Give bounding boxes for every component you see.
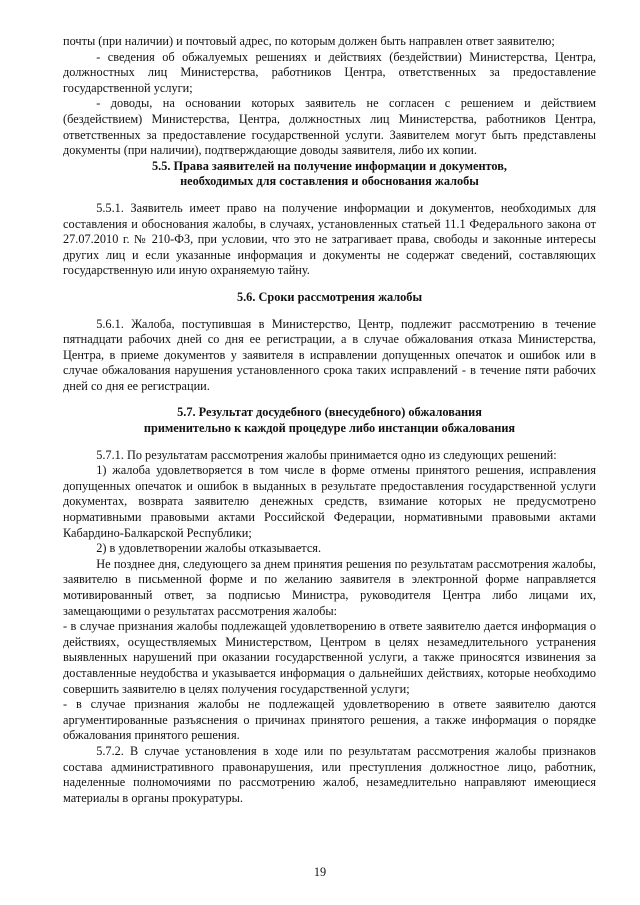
page-number: 19 <box>313 865 327 879</box>
paragraph: 2) в удовлетворении жалобы отказывается. <box>96 541 322 556</box>
section-heading-line: 5.7. Результат досудебного (внесудебного) обжалования <box>177 405 482 420</box>
paragraph: 5.6.1. Жалоба, поступившая в Министерство, Центр, подлежит рассмотрению в течение пятнадцати рабочих дней со дня ее регистрации, а в случае обжалования отказа Министерства, Центра, в приеме документов у заявителя в исправлении допущенных опечаток и ошибок или в случае обжалования нарушения установленного срока таких исправлений - в течение пяти рабочих дней со дня ее регистрации. <box>63 316 596 393</box>
section-heading-line: применительно к каждой процедуре либо инстанции обжалования <box>143 421 516 436</box>
paragraph: 5.7.2. В случае установления в ходе или по результатам рассмотрения жалобы признаков состава административного правонарушения, или преступления должностное лицо, работник, наделенные полномочиями по рассмотрению жалоб, незамедлительно направляют имеющиеся материалы в органы прокуратуры. <box>63 743 596 805</box>
section-heading <box>63 290 596 306</box>
section-heading-line: 5.5. Права заявителей на получение информации и документов, <box>152 158 507 173</box>
section-heading-line: необходимых для составления и обоснования жалобы <box>180 174 479 189</box>
section-heading <box>63 159 596 190</box>
section-heading-line: 5.6. Сроки рассмотрения жалобы <box>236 289 423 304</box>
paragraph: 5.7.1. По результатам рассмотрения жалобы принимается одно из следующих решений: <box>96 447 557 462</box>
document-body <box>63 34 596 806</box>
paragraph: - в случае признания жалобы не подлежащей удовлетворению в ответе заявителю даются аргументированные разъяснения о причинах принятого решения, а также информация о порядке обжалования принятого решения. <box>63 697 596 743</box>
paragraph: 1) жалоба удовлетворяется в том числе в форме отмены принятого решения, исправления допущенных опечаток и ошибок в выданных в результате предоставления государственной услуги документах, возврата заявителю денежных средств, взимание которых не предусмотрено нормативными правовыми актами Российской Федерации, нормативными правовыми актами Кабардино-Балкарской Республики; <box>63 463 596 540</box>
section-heading <box>63 405 596 436</box>
paragraph: - доводы, на основании которых заявитель не согласен с решением и действием (бездействием) Министерства, Центра, должностных лиц Министерства, работников Центра, ответственных за предоставление государственной услуги. Заявителем могут быть представлены документы (при наличии), подтверждающие доводы заявителя, либо их копии. <box>63 96 596 158</box>
paragraph: - сведения об обжалуемых решениях и действиях (бездействии) Министерства, Центра, должностных лиц Министерства, работников Центра, ответственных за предоставление государственной услуги; <box>63 49 596 95</box>
paragraph: - в случае признания жалобы подлежащей удовлетворению в ответе заявителю дается информация о действиях, осуществляемых Министерством, Центром в целях незамедлительного устранения выявленных нарушений при оказании государственной услуги, а также приносятся извинения за доставленные неудобства и указывается информация о дальнейших действиях, которые необходимо совершить заявителю в целях получения государственной услуги; <box>63 619 596 696</box>
paragraph: 5.5.1. Заявитель имеет право на получение информации и документов, необходимых для составления и обоснования жалобы, в случаях, установленных статьей 11.1 Федерального закона от 27.07.2010 г. № 210-ФЗ, при условии, что это не затрагивает права, свободы и законные интересы других лиц и если указанные информация и документы не содержат сведений, составляющих государственную или иную охраняемую тайну. <box>63 200 596 278</box>
paragraph: почты (при наличии) и почтовый адрес, по которым должен быть направлен ответ заявителю; <box>63 34 555 48</box>
paragraph: Не позднее дня, следующего за днем принятия решения по результатам рассмотрения жалобы, заявителю в письменной форме и по желанию заявителя в электронной форме направляется мотивированный ответ, за подписью Министра, руководителя Центра либо лицами их, замещающими о результатах рассмотрения жалобы: <box>63 556 596 618</box>
